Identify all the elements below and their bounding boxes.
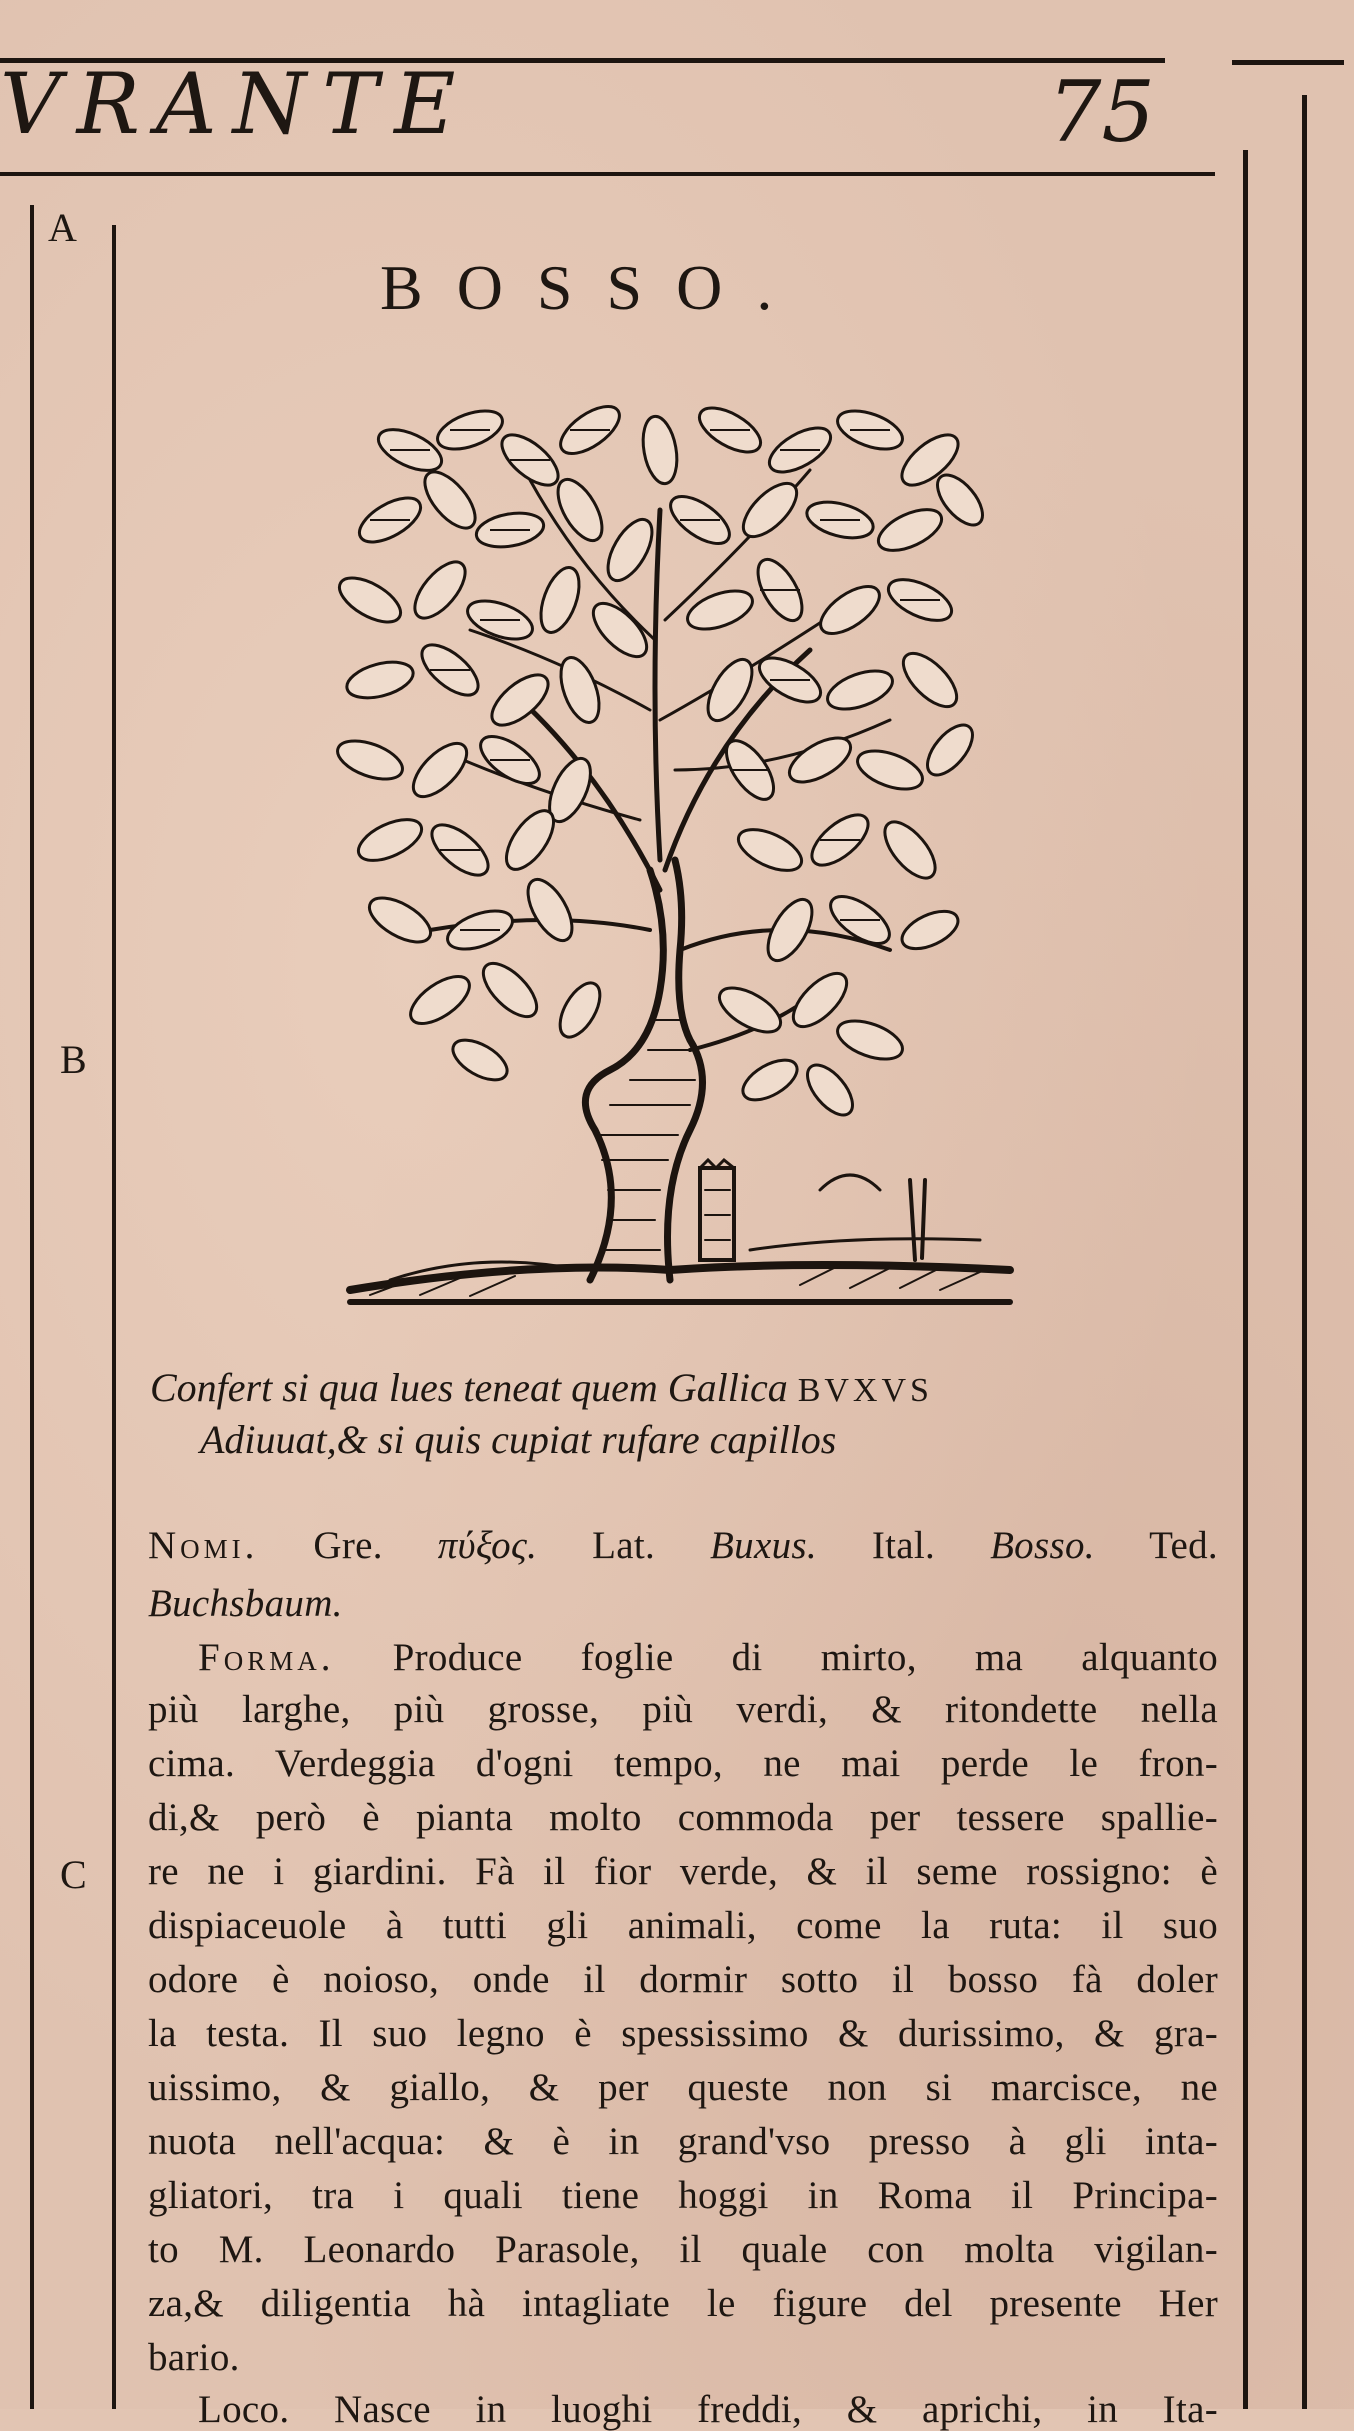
nomi-line <box>148 1526 1218 1565</box>
forma-line: bario. <box>148 2336 240 2379</box>
nomi-gre: Gre. <box>313 1524 383 1567</box>
forma-line: cima. Verdeggia d'ogni tempo, ne mai perde le fron- <box>148 1742 1218 1785</box>
nomi-ital-word: Bosso. <box>990 1524 1095 1567</box>
entry-title: BOSSO. <box>380 252 807 323</box>
margin-letter-c: C <box>60 1852 87 1897</box>
verse-line-2: Adiuuat,& si quis cupiat rufare capillos <box>200 1417 837 1462</box>
forma-line: za,& diligentia hà intagliate le figure del presente Her <box>148 2282 1218 2325</box>
forma-line: nuota nell'acqua: & è in grand'vso presso à gli inta- <box>148 2120 1218 2163</box>
nomi-lat: Lat. <box>592 1524 656 1567</box>
forma-line: dispiaceuole à tutti gli animali, come la ruta: il suo <box>148 1904 1218 1947</box>
forma-line-1 <box>198 1638 1218 1677</box>
nomi-label: Nomi. <box>148 1524 259 1567</box>
outer-right-rule <box>1302 95 1307 2409</box>
nomi-ital: Ital. <box>871 1524 936 1567</box>
margin-letter-a: A <box>48 205 77 250</box>
text-left-rule <box>112 225 116 2409</box>
text-right-rule <box>1243 150 1248 2409</box>
loco-line-partial: Loco. Nasce in luoghi freddi, & aprichi, in Ita- <box>198 2388 1218 2431</box>
forma-line: to M. Leonardo Parasole, il quale con molta vigilan- <box>148 2228 1218 2271</box>
header-under-rule <box>0 172 1215 176</box>
top-rule-right <box>1232 60 1344 65</box>
left-margin-rule <box>30 205 34 2409</box>
forma-line: odore è noioso, onde il dormir sotto il bosso fà doler <box>148 1958 1218 2001</box>
nomi-lat-word: Buxus. <box>710 1524 817 1567</box>
margin-letter-b: B <box>60 1037 87 1082</box>
forma-line: più larghe, più grosse, più verdi, & ritondette nella <box>148 1688 1218 1731</box>
running-title: VRANTE <box>0 62 472 146</box>
forma-line-1-rest: Produce foglie di mirto, ma alquanto <box>392 1636 1218 1679</box>
forma-line: di,& però è pianta molto commoda per tessere spallie- <box>148 1796 1218 1839</box>
verse-plant-name: BVXVS <box>797 1372 933 1409</box>
nomi-ted-word: Buchsbaum. <box>148 1582 343 1625</box>
forma-line: gliatori, tra i quali tiene hoggi in Roma il Principa- <box>148 2174 1218 2217</box>
forma-label: Forma. <box>198 1636 335 1679</box>
verse-line-1 <box>150 1365 933 1410</box>
nomi-gre-word: πύξος. <box>437 1524 538 1567</box>
boxwood-tree-woodcut-icon <box>330 390 1020 1320</box>
verse-line-1-text: Confert si qua lues teneat quem Gallica <box>150 1365 788 1410</box>
forma-line: uissimo, & giallo, & per queste non si marcisce, ne <box>148 2066 1218 2109</box>
forma-line: la testa. Il suo legno è spessissimo & durissimo, & gra- <box>148 2012 1218 2055</box>
forma-line: re ne i giardini. Fà il fior verde, & il seme rossigno: è <box>148 1850 1218 1893</box>
page-number: 75 <box>1048 63 1155 161</box>
nomi-ted: Ted. <box>1149 1524 1218 1567</box>
